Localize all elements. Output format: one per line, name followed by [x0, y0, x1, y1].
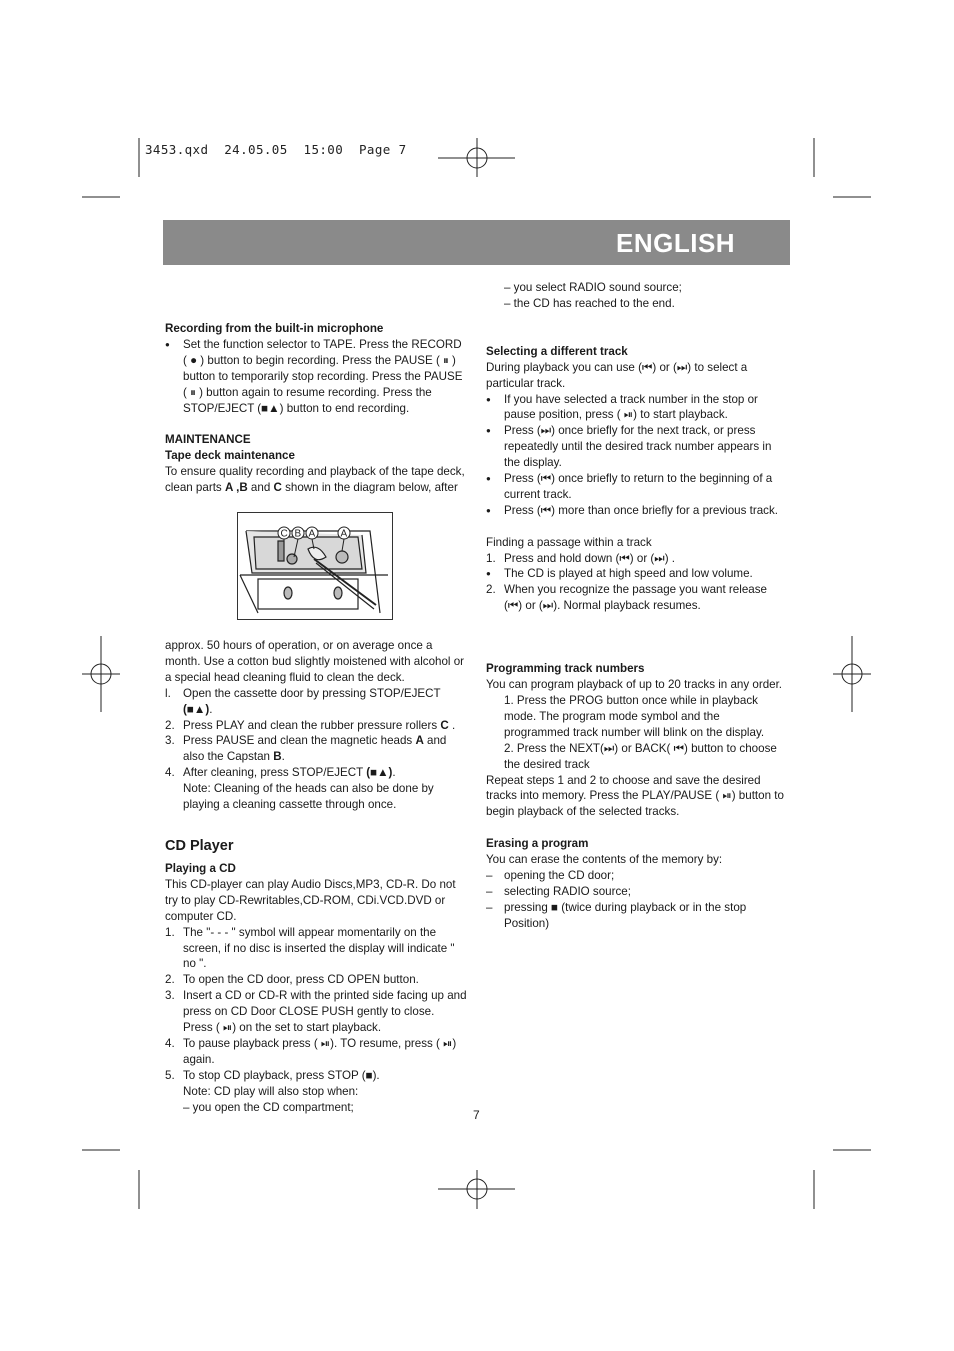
bullet-text: Press (⏮) once briefly to return to the beginning of a current track. — [504, 472, 773, 501]
step-text: Insert a CD or CD-R with the printed side facing up and press on CD Door CLOSE PUSH gently to close. Press ( ⏯) on the set to start playback. — [183, 989, 467, 1035]
language-banner — [163, 220, 790, 265]
list-item — [486, 503, 788, 519]
stop-item: – the CD has reached to the end. — [504, 296, 675, 310]
list-item — [165, 733, 467, 765]
tape-intro-tail: shown in the diagram below, after — [281, 481, 458, 495]
select-track-heading: Selecting a different track — [486, 344, 628, 358]
programming-heading: Programming track numbers — [486, 662, 645, 676]
diagram-label-a: A — [308, 528, 316, 540]
cleaning-frequency-text: approx. 50 hours of operation, or on average once a month. Use a cotton bud slightly moistened with alcohol or a special head cleaning fluid to clean the deck. — [165, 639, 465, 684]
step-text: To open the CD door, press CD OPEN button. — [183, 973, 419, 987]
bullet-icon: ● — [486, 505, 491, 515]
step-text — [183, 718, 467, 734]
step-marker: 3. — [165, 989, 175, 1003]
tape-intro-text: To ensure quality recording and playback of the tape deck, clean parts — [165, 465, 465, 495]
step-text — [183, 765, 467, 781]
step-text-end: . — [448, 718, 456, 732]
step-text-part: Press PLAY and clean the rubber pressure rollers — [183, 718, 441, 732]
left-column — [165, 321, 467, 496]
bullet-icon: ● — [486, 426, 491, 436]
step-text: When you recognize the passage you want release (⏮) or (⏭). Normal playback resumes. — [504, 583, 767, 613]
list-item — [165, 718, 467, 734]
dash-marker: – — [486, 868, 493, 882]
step-text — [183, 686, 467, 718]
step-text-end: . — [281, 750, 285, 764]
step-text: To stop CD playback, press STOP (■). — [183, 1068, 380, 1082]
tape-heading: Tape deck maintenance — [165, 449, 295, 463]
list-item — [165, 686, 467, 718]
step-marker: 3. — [165, 734, 175, 748]
step-text: To pause playback press ( ⏯). TO resume, press ( ⏯) again. — [183, 1036, 457, 1066]
step-text-part: After cleaning, press STOP/EJECT — [183, 766, 367, 780]
page-number: 7 — [473, 1108, 480, 1122]
maintenance-heading: MAINTENANCE — [165, 433, 251, 447]
programming-step-1: 1. Press the PROG button once while in playback mode. The program mode symbol and the programmed track number will blink on the display. — [504, 694, 765, 739]
bullet-text: If you have selected a track number in the stop or pause position, press ( ⏯) to start playback. — [504, 392, 758, 422]
erase-item: opening the CD door; — [504, 868, 615, 882]
step-marker: l. — [165, 686, 171, 700]
diagram-label-c: C — [280, 528, 288, 540]
tape-intro — [165, 464, 467, 496]
list-item — [486, 423, 788, 471]
step-marker: 5. — [165, 1068, 175, 1082]
playing-heading: Playing a CD — [165, 861, 236, 875]
step-marker: 1. — [486, 551, 496, 565]
stop-note: Note: CD play will also stop when: — [183, 1084, 359, 1098]
erase-item: selecting RADIO source; — [504, 884, 631, 898]
step-marker: 4. — [165, 1036, 175, 1050]
tape-intro-parts: A ,B — [224, 481, 248, 495]
erase-intro: You can erase the contents of the memory by: — [486, 853, 723, 867]
diagram-label-b: B — [294, 528, 302, 540]
recording-heading: Recording from the built-in microphone — [165, 322, 384, 335]
bullet-icon: ● — [486, 394, 491, 404]
step-marker: 1. — [165, 925, 175, 939]
diagram-label-a2: A — [340, 528, 348, 540]
bullet-icon: ● — [165, 339, 170, 349]
tape-intro-and: and — [247, 481, 274, 495]
list-item — [165, 972, 467, 988]
list-item — [486, 471, 788, 503]
step-text-part: Press PAUSE and clean the magnetic heads — [183, 734, 416, 748]
step-text-bold: B — [273, 750, 282, 764]
dash-marker: – — [486, 884, 493, 898]
file-slug: 3453.qxd 24.05.05 15:00 Page 7 — [145, 142, 407, 157]
step-text-part: Open the cassette door by pressing STOP/EJECT — [183, 686, 441, 700]
list-item — [486, 868, 788, 884]
list-item — [165, 1068, 467, 1084]
bullet-icon: ● — [486, 474, 491, 484]
select-track-intro: During playback you can use (⏮) or (⏭) to select a particular track. — [486, 360, 748, 390]
list-item — [486, 900, 788, 932]
step-text-end: . — [209, 702, 213, 716]
find-passage-heading: Finding a passage within a track — [486, 535, 652, 549]
list-item — [165, 1036, 467, 1068]
list-item — [165, 988, 467, 1036]
step-text-bold: A — [415, 734, 424, 748]
step-text: Press and hold down (⏮) or (⏭) . — [504, 551, 676, 565]
step-marker: 4. — [165, 766, 175, 780]
left-column-lower — [165, 638, 467, 1115]
bullet-icon: ● — [486, 569, 491, 579]
programming-repeat: Repeat steps 1 and 2 to choose and save the desired tracks into memory. Press the PLAY/PAUSE ( ⏯) button to begin playback of the selected tracks. — [486, 773, 784, 819]
recording-instructions: Set the function selector to TAPE. Press the RECORD ( ● ) button to begin recording. Press the PAUSE ( ⏸ ) button to temporarily stop recording. Press the PAUSE ( ⏸ ) button again to resume recording. Press the STOP/EJECT (■▲) button to end recording. — [183, 337, 463, 415]
step-text-bold: C — [440, 718, 449, 732]
erase-heading: Erasing a program — [486, 837, 589, 851]
dash-marker: – — [486, 900, 493, 914]
programming-step-2: 2. Press the NEXT(⏭) or BACK( ⏮) button to choose the desired track — [504, 741, 777, 771]
list-item — [486, 392, 788, 424]
stop-item: – you open the CD compartment; — [183, 1100, 354, 1114]
list-item — [165, 925, 467, 973]
list-item — [486, 884, 788, 900]
cd-player-heading: CD Player — [165, 837, 234, 854]
tape-deck-illustration — [238, 513, 392, 619]
list-item — [486, 566, 788, 582]
programming-intro: You can program playback of up to 20 tracks in any order. — [486, 678, 783, 692]
list-item — [165, 765, 467, 781]
list-item — [486, 551, 788, 567]
step-marker: 2. — [165, 718, 175, 732]
tape-deck-diagram — [237, 512, 393, 620]
step-text-bold: (■▲) — [183, 702, 210, 716]
cleaning-note: Note: Cleaning of the heads can also be done by playing a cleaning cassette through once. — [183, 782, 434, 812]
erase-item: pressing ■ (twice during playback or in the stop Position) — [504, 900, 747, 930]
playing-intro: This CD-player can play Audio Discs,MP3, CD-R. Do not try to play CD-Rewritables,CD-ROM, CDi.VCD.DVD or computer CD. — [165, 877, 456, 923]
banner-title: ENGLISH — [616, 228, 736, 258]
step-text: The "- - - " symbol will appear momentarily on the screen, if no disc is inserted the display will indicate " no ". — [183, 925, 455, 971]
bullet-text: The CD is played at high speed and low volume. — [504, 567, 753, 581]
tape-intro-c: C — [273, 481, 282, 495]
step-marker: 2. — [486, 583, 496, 597]
list-item — [165, 337, 467, 417]
step-text-bold: (■▲) — [366, 766, 393, 780]
step-text-mid: and also the Capstan — [183, 734, 447, 764]
stop-item: – you select RADIO sound source; — [504, 281, 682, 294]
list-item — [486, 582, 788, 614]
step-text — [183, 733, 467, 765]
step-marker: 2. — [165, 973, 175, 987]
right-column — [486, 280, 788, 932]
bullet-text: Press (⏭) once briefly for the next track, or press repeatedly until the desired track number appears in the display. — [504, 424, 772, 470]
step-text-end: . — [392, 766, 396, 780]
bullet-text: Press (⏮) more than once briefly for a previous track. — [504, 503, 778, 517]
